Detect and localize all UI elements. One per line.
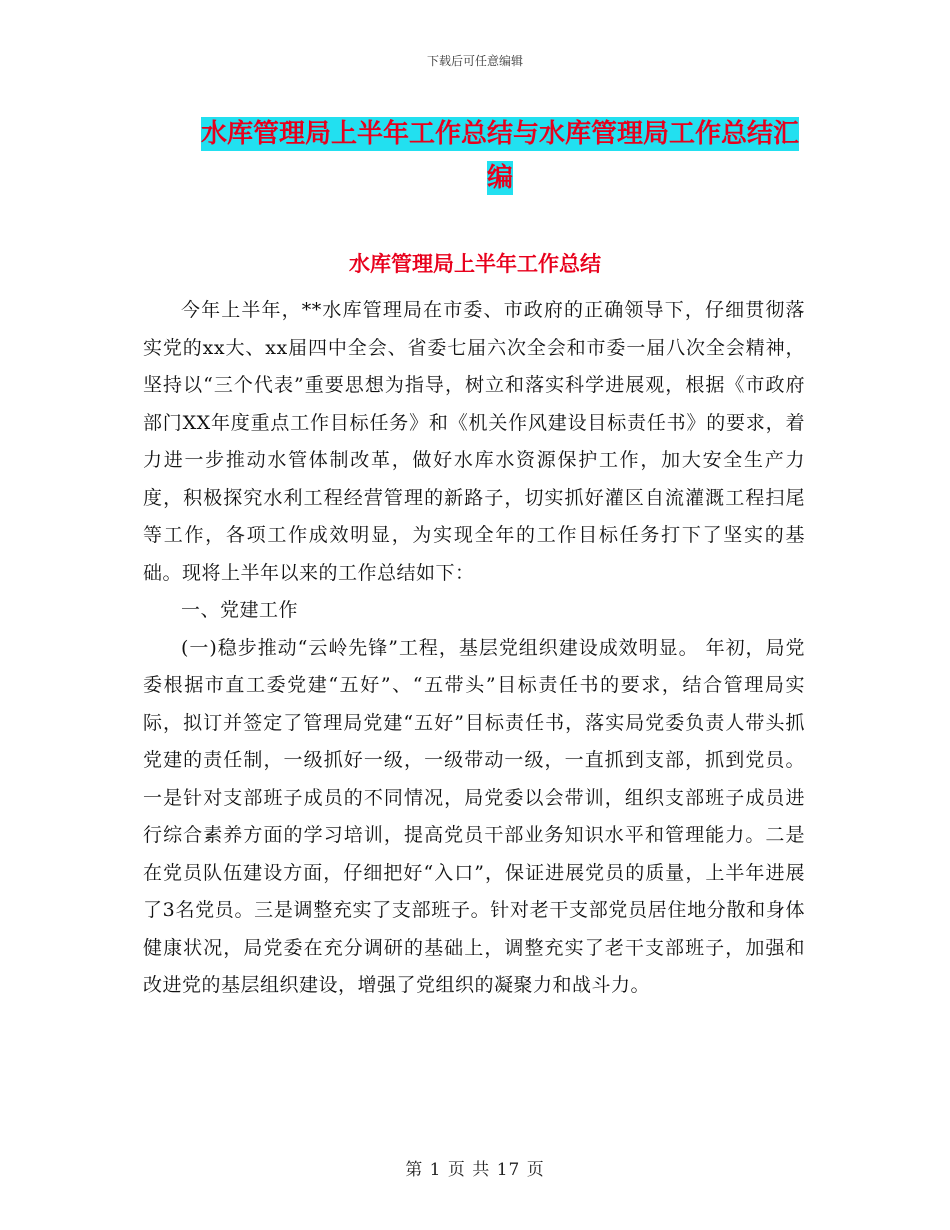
document-body (143, 292, 805, 1005)
paragraph-heading-party-building: 一、党建工作 (181, 599, 299, 621)
paragraph-intro: 今年上半年，**水库管理局在市委、市政府的正确领导下，仔细贯彻落实党的xx大、xx届四中全会、省委七届六次全会和市委一届八次全会精神，坚持以“三个代表”重要思想为指导，树立和落实科学进展观，根据《市政府部门XX年度重点工作目标任务》和《机关作风建设目标责任书》的要求，着力进一步推动水管体制改革，做好水库水资源保护工作，加大安全生产力度，积极探究水利工程经营管理的新路子，切实抓好灌区自流灌溉工程扫尾等工作，各项工作成效明显，为实现全年的工作目标任务打下了坚实的基础。现将上半年以来的工作总结如下： (143, 299, 805, 584)
paragraph-party-organization: (一)稳步推动“云岭先锋”工程，基层党组织建设成效明显。 年初，局党委根据市直工委党建“五好”、“五带头”目标责任书的要求，结合管理局实际，拟订并签定了管理局党建“五好”目标责任书，落实局党委负责人带头抓党建的责任制，一级抓好一级，一级带动一级，一直抓到支部，抓到党员。一是针对支部班子成员的不同情况，局党委以会带训，组织支部班子成员进行综合素养方面的学习培训，提高党员干部业务知识水平和管理能力。二是在党员队伍建设方面，仔细把好“入口”，保证进展党员的质量，上半年进展了3名党员。三是调整充实了支部班子。针对老干支部党员居住地分散和身体健康状况，局党委在充分调研的基础上，调整充实了老干支部班子，加强和改进党的基层组织建设，增强了党组织的凝聚力和战斗力。 (143, 636, 805, 996)
section-title: 水库管理局上半年工作总结 (349, 251, 601, 276)
document-title (190, 112, 810, 200)
page-number: 第 1 页 共 17 页 (405, 1160, 545, 1180)
document-title-line1: 水库管理局上半年工作总结与水库管理局工作总结汇 (200, 119, 799, 149)
page-header-note: 下载后可任意编辑 (426, 54, 523, 68)
document-title-line2: 编 (486, 163, 513, 193)
